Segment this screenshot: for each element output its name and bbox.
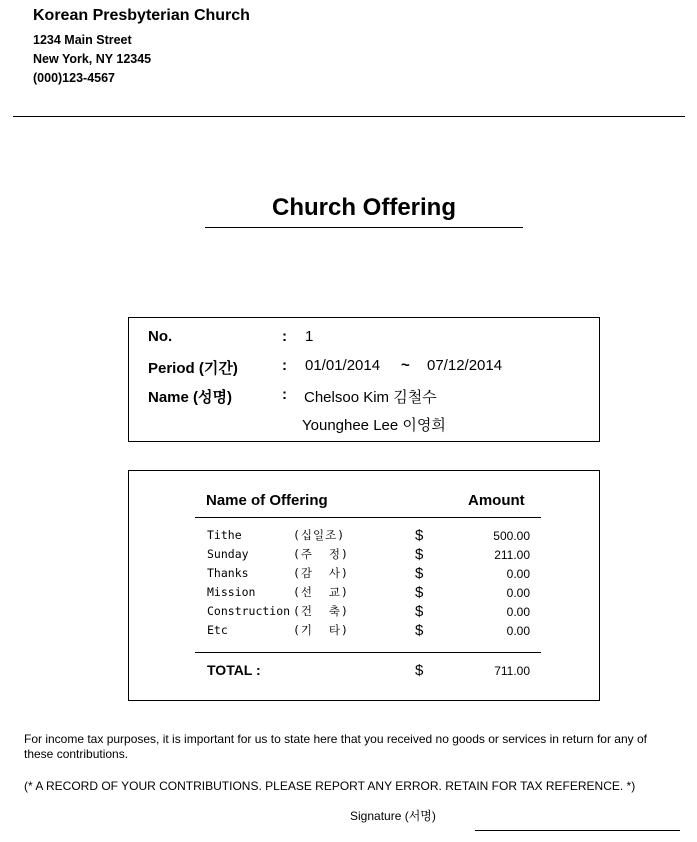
offering-row-etc [195,623,541,642]
name-colon: : [282,386,287,403]
offering-korean-name: (기 타) [293,623,349,637]
donor-name-1: Chelsoo Kim 김철수 [304,389,437,406]
offering-amount: 0.00 [506,605,530,619]
offering-name: Construction [207,604,291,618]
no-value: 1 [305,328,314,345]
address-line-2: New York, NY 12345 [33,52,152,66]
header-rule [195,517,541,518]
offering-row-mission [195,585,541,604]
offering-name-header: Name of Offering [206,492,328,509]
currency-symbol: $ [415,584,424,601]
offering-amount: 0.00 [506,624,530,638]
title-underline [205,227,523,228]
total-rule [195,652,541,653]
signature-label: Signature (서명) [350,809,436,823]
offering-amount: 211.00 [494,548,530,562]
offering-name: Sunday [207,547,249,561]
period-colon: : [282,357,287,374]
header-divider [13,116,685,117]
offering-korean-name: (선 교) [293,585,349,599]
offering-name: Etc [207,623,228,637]
no-colon: : [282,328,287,345]
offering-amount: 500.00 [493,529,530,543]
offering-row-tithe [195,528,541,547]
document-title: Church Offering [272,194,456,221]
period-end: 07/12/2014 [427,357,503,374]
name-label: Name (성명) [148,389,232,406]
donor-name-2: Younghee Lee 이영희 [302,417,446,434]
church-name: Korean Presbyterian Church [33,7,250,24]
offering-row-construction [195,604,541,623]
period-label: Period (기간) [148,360,238,377]
offering-row-sunday [195,547,541,566]
currency-symbol: $ [415,546,424,563]
total-amount: 711.00 [494,664,530,678]
signature-line [475,830,680,831]
phone-number: (000)123-4567 [33,71,116,85]
address-line-1: 1234 Main Street [33,33,132,47]
currency-symbol: $ [415,603,424,620]
currency-symbol: $ [415,565,424,582]
offering-korean-name: (십일조) [293,528,346,542]
no-label: No. [148,328,173,345]
offering-name: Thanks [207,566,249,580]
offering-korean-name: (감 사) [293,566,349,580]
total-label: TOTAL : [207,662,261,678]
tax-note: For income tax purposes, it is important for us to state here that you received no goods or services in return for any of these contributions. [24,732,647,761]
offering-amount: 0.00 [506,586,530,600]
currency-symbol: $ [415,527,424,544]
record-note: (* A RECORD OF YOUR CONTRIBUTIONS. PLEASE REPORT ANY ERROR. RETAIN FOR TAX REFERENCE. *) [24,779,636,793]
offering-row-thanks [195,566,541,585]
offering-name: Tithe [207,528,242,542]
period-separator: ~ [401,357,410,374]
offering-korean-name: (주 정) [293,547,349,561]
currency-symbol: $ [415,622,424,639]
period-start: 01/01/2014 [305,357,381,374]
offering-korean-name: (건 축) [293,604,349,618]
amount-header: Amount [468,492,525,509]
offering-amount: 0.00 [506,567,530,581]
total-currency-symbol: $ [415,662,424,679]
offering-name: Mission [207,585,256,599]
